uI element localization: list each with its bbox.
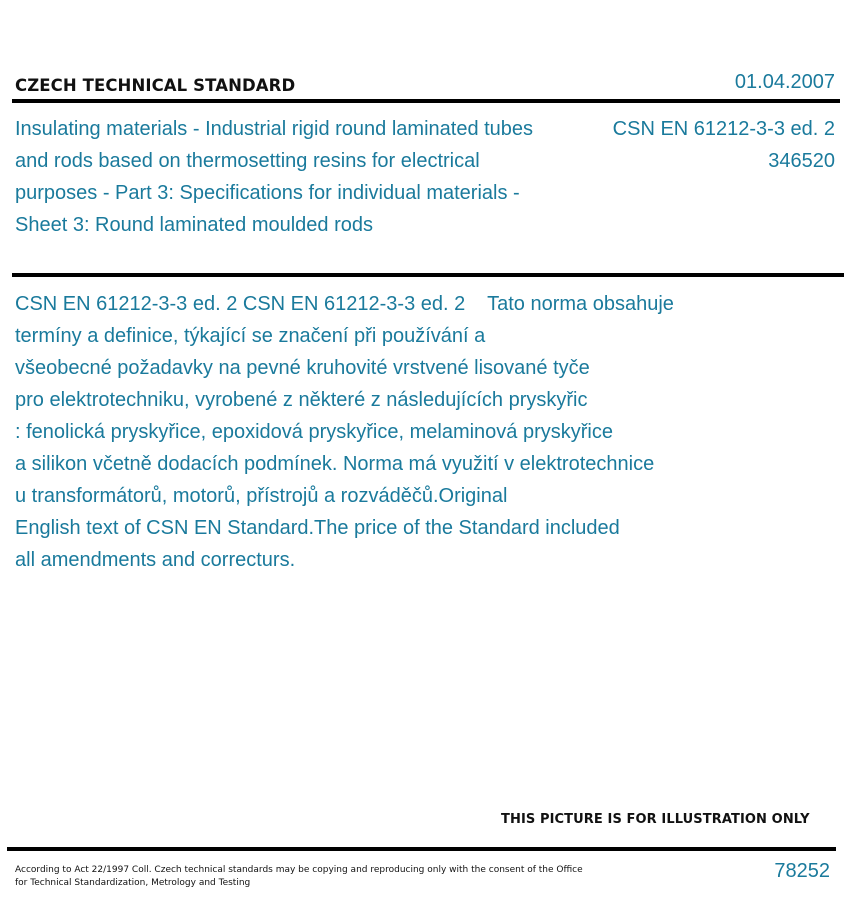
- footer-legal-note: [15, 864, 585, 890]
- header-date: 01.04.2007: [734, 71, 835, 93]
- footer-note-line: According to Act 22/1997 Coll. Czech technical standards may be copying and reproducing only with the consent of the Office: [15, 865, 583, 875]
- footer-id: 78252: [774, 860, 830, 882]
- description-line: pro elektrotechniku, vyrobené z některé z následujících pryskyřic: [15, 389, 588, 411]
- description-line: : fenolická pryskyřice, epoxidová pryskyřice, melaminová pryskyřice: [15, 421, 613, 443]
- description: [15, 288, 755, 576]
- standard-code: CSN EN 61212-3-3 ed. 2: [612, 118, 835, 140]
- description-line: English text of CSN EN Standard.The price of the Standard included: [15, 517, 620, 539]
- section-rule: [12, 273, 844, 277]
- description-line: u transformátorů, motorů, přístrojů a rozváděčů.Original: [15, 485, 508, 507]
- header-rule: [12, 99, 840, 103]
- description-line: CSN EN 61212-3-3 ed. 2 CSN EN 61212-3-3 ed. 2 Tato norma obsahuje: [15, 293, 674, 315]
- standard-title: Insulating materials - Industrial rigid round laminated tubes and rods based on thermosetting resins for electrical purposes - Part 3: Specifications for individual materials - Sheet 3: Round laminated moulded rods: [15, 118, 534, 236]
- illustration-note: THIS PICTURE IS FOR ILLUSTRATION ONLY: [501, 812, 810, 827]
- description-line: všeobecné požadavky na pevné kruhovité vrstvené lisované tyče: [15, 357, 590, 379]
- footer-rule: [7, 847, 836, 851]
- header-label: CZECH TECHNICAL STANDARD: [15, 76, 296, 95]
- footer-note-line: for Technical Standardization, Metrology and Testing: [15, 878, 251, 888]
- description-line: a silikon včetně dodacích podmínek. Norma má využití v elektrotechnice: [15, 453, 655, 475]
- description-line: termíny a definice, týkající se značení při používání a: [15, 325, 486, 347]
- description-line: all amendments and correcturs.: [15, 549, 296, 571]
- standard-number: 346520: [768, 150, 835, 172]
